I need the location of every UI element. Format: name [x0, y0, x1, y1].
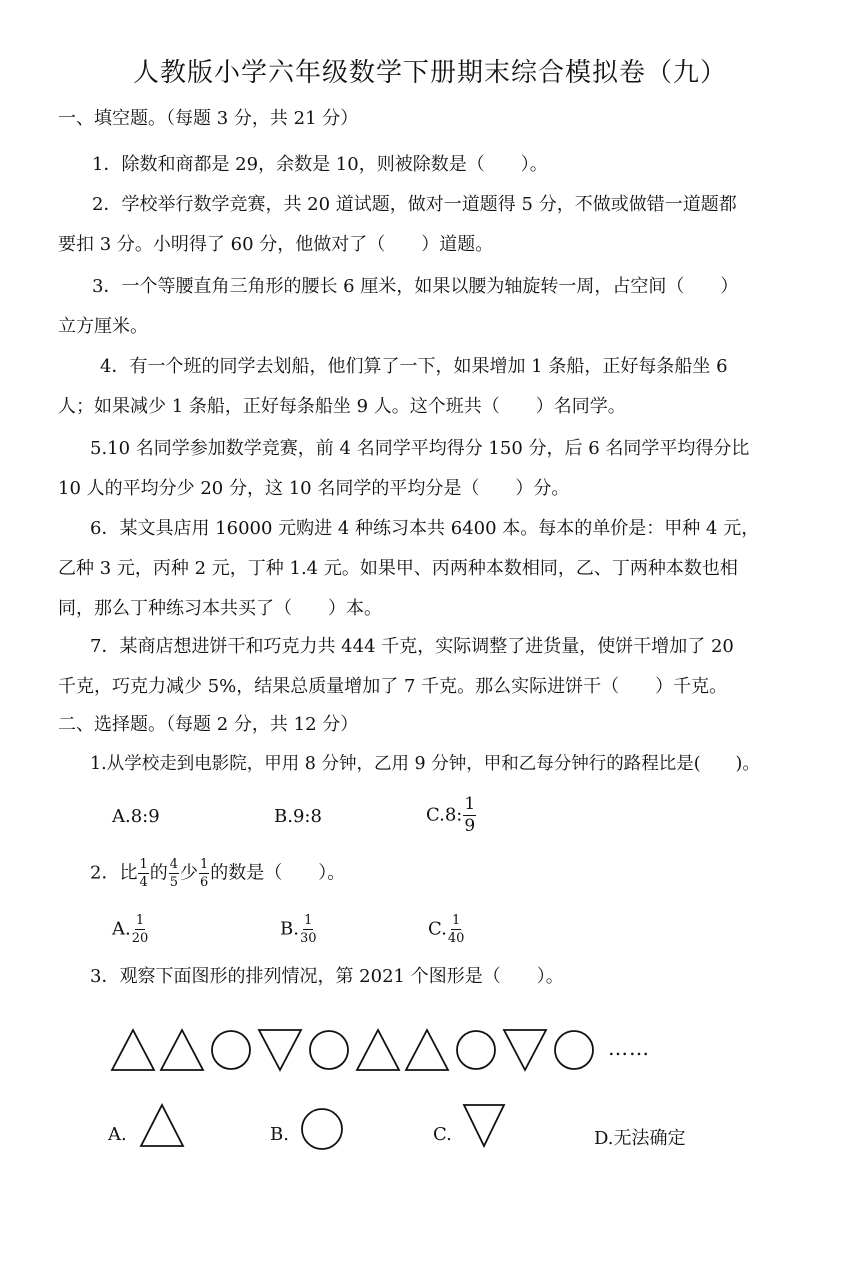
- s2-question-3: 3．观察下面图形的排列情况，第 2021 个图形是（ ）。: [90, 966, 564, 987]
- section1-heading: 一、填空题。（每题 3 分，共 21 分）: [58, 108, 359, 129]
- s2-q1-option-c-prefix: C.8:: [426, 804, 463, 826]
- shape-sequence: [108, 1022, 608, 1078]
- fraction-numerator: 1: [139, 857, 148, 872]
- circle-icon: [298, 1106, 346, 1152]
- s1-question-5-line2: 10 人的平均分少 20 分，这 10 名同学的平均分是（ ）分。: [58, 478, 570, 499]
- s2-q2-mid1: 的: [149, 862, 168, 884]
- s2-q1-option-c: [426, 796, 477, 835]
- page-title: 人教版小学六年级数学下册期末综合模拟卷（九）: [132, 58, 727, 88]
- fraction-denominator: 4: [139, 875, 148, 890]
- fraction-numerator: 1: [464, 794, 476, 814]
- circle-icon: [457, 1031, 495, 1069]
- fraction-denominator: 9: [464, 816, 476, 836]
- triangle-down-icon: [259, 1030, 301, 1070]
- fraction-numerator: 1: [304, 913, 313, 928]
- triangle-up-icon: [357, 1030, 399, 1070]
- option-prefix: C.: [428, 918, 447, 940]
- s2-q1-option-a: A.8:9: [112, 806, 160, 827]
- triangle-up-icon: [112, 1030, 154, 1070]
- circle-icon: [212, 1031, 250, 1069]
- fraction-denominator: 40: [447, 931, 465, 946]
- s2-q2-option-c: [428, 914, 465, 945]
- triangle-down-icon: [504, 1030, 546, 1070]
- circle-icon: [555, 1031, 593, 1069]
- triangle-up-icon: [161, 1030, 203, 1070]
- fraction: [132, 914, 149, 945]
- fraction-numerator: 1: [200, 857, 209, 872]
- s2-question-2: [90, 858, 345, 889]
- s2-q2-option-a: [112, 914, 149, 945]
- s1-question-7-line1: 7．某商店想进饼干和巧克力共 444 千克，实际调整了进货量，使饼干增加了 20: [90, 636, 734, 657]
- s1-question-6-line3: 同，那么丁种练习本共买了（ ）本。: [58, 598, 382, 619]
- s2-q2-option-b: [280, 914, 318, 945]
- s1-question-4-line1: 4．有一个班的同学去划船，他们算了一下，如果增加 1 条船，正好每条船坐 6: [100, 356, 728, 377]
- triangle-up-icon: [138, 1102, 186, 1148]
- fraction-denominator: 6: [200, 875, 209, 890]
- s2-q3-option-a: A.: [108, 1124, 127, 1145]
- s1-question-1: 1．除数和商都是 29，余数是 10，则被除数是（ ）。: [92, 154, 548, 175]
- option-prefix: A.: [112, 918, 131, 940]
- fraction: [448, 914, 465, 945]
- s1-question-5-line1: 5.10 名同学参加数学竞赛，前 4 名同学平均得分 150 分，后 6 名同学平均得分比: [90, 438, 750, 459]
- triangle-down-icon: [460, 1102, 508, 1148]
- fraction-denominator: 5: [169, 875, 179, 890]
- s1-question-3-line2: 立方厘米。: [58, 316, 148, 337]
- s2-q2-prefix: 2．比: [90, 862, 138, 884]
- fraction-denominator: 30: [299, 931, 317, 946]
- shape-sequence-ellipsis: ……: [608, 1036, 650, 1060]
- fraction-numerator: 1: [451, 913, 461, 928]
- fraction-numerator: 1: [135, 913, 145, 928]
- s2-question-1: 1.从学校走到电影院，甲用 8 分钟，乙用 9 分钟，甲和乙每分钟行的路程比是( )。: [90, 754, 760, 774]
- fraction: [138, 858, 148, 889]
- option-prefix: B.: [280, 918, 299, 940]
- s1-question-2-line2: 要扣 3 分。小明得了 60 分，他做对了（ ）道题。: [58, 234, 494, 255]
- s2-q3-option-b: B.: [270, 1124, 289, 1145]
- fraction: [300, 914, 317, 945]
- fraction: [463, 796, 476, 835]
- s2-q2-suffix: 的数是（ ）。: [210, 862, 346, 884]
- s1-question-3-line1: 3．一个等腰直角三角形的腰长 6 厘米，如果以腰为轴旋转一周，占空间（ ）: [92, 276, 739, 297]
- s2-q1-option-b: B.9:8: [274, 806, 322, 827]
- fraction: [169, 858, 179, 889]
- triangle-up-icon: [406, 1030, 448, 1070]
- s1-question-4-line2: 人；如果减少 1 条船，正好每条船坐 9 人。这个班共（ ）名同学。: [58, 396, 626, 417]
- section2-heading: 二、选择题。（每题 2 分，共 12 分）: [58, 714, 359, 735]
- s2-q3-option-c: C.: [433, 1124, 452, 1145]
- fraction-denominator: 20: [131, 931, 149, 946]
- circle-icon: [310, 1031, 348, 1069]
- s1-question-6-line1: 6．某文具店用 16000 元购进 4 种练习本共 6400 本。每本的单价是：甲种 4 元，: [90, 518, 760, 539]
- s1-question-6-line2: 乙种 3 元，丙种 2 元，丁种 1.4 元。如果甲、丙两种本数相同，乙、丁两种本数也相: [58, 558, 738, 579]
- fraction-numerator: 4: [169, 857, 179, 872]
- s1-question-7-line2: 千克，巧克力减少 5%，结果总质量增加了 7 千克。那么实际进饼干（ ）千克。: [58, 676, 728, 697]
- s2-q2-mid2: 少: [180, 862, 199, 884]
- fraction: [199, 858, 209, 889]
- s1-question-2-line1: 2．学校举行数学竞赛，共 20 道试题，做对一道题得 5 分，不做或做错一道题都: [92, 194, 737, 215]
- s2-q3-option-d: D.无法确定: [594, 1128, 686, 1149]
